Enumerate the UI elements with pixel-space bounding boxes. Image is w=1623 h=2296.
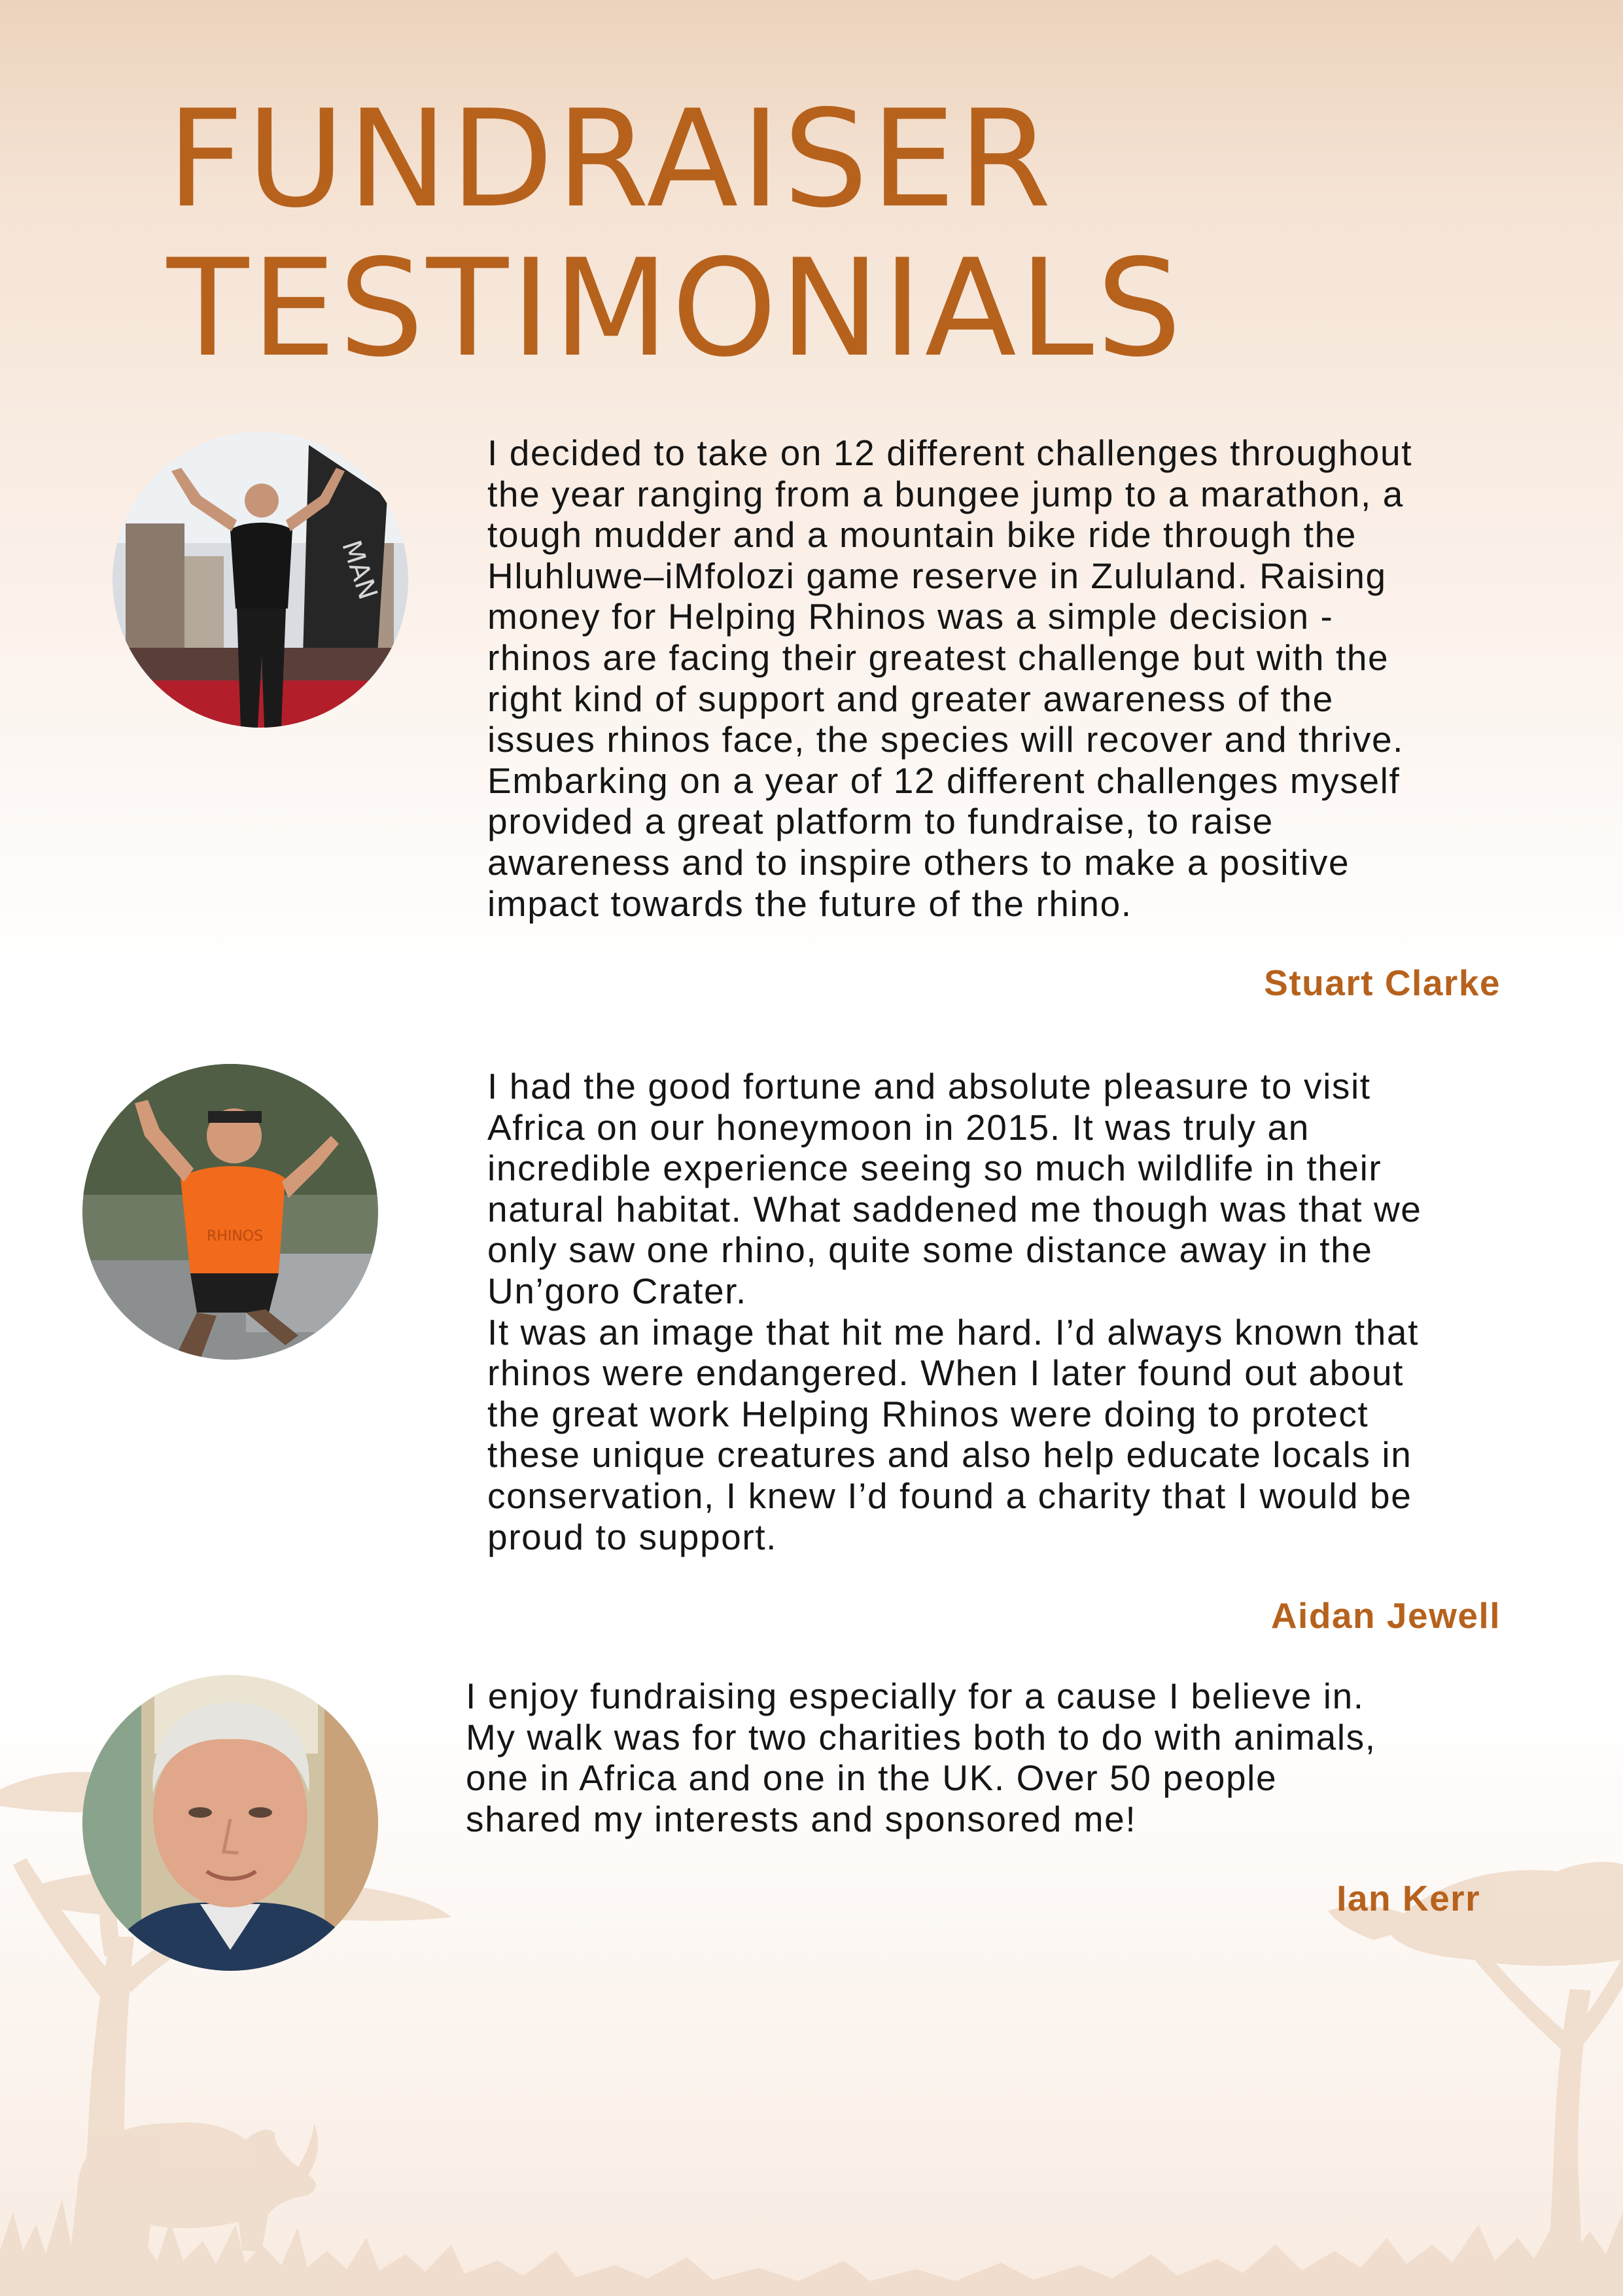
page-title [167,82,1185,387]
page-title-line-2: TESTIMONIALS [167,231,1185,387]
testimonial-author-aidan-jewell: Aidan Jewell [1270,1595,1501,1636]
testimonial-quote-aidan-jewell: I had the good fortune and absolute pleasure to visit Africa on our honeymoon in 2015. It was truly an incredible experience seeing so much wildlife in their natural habitat. What saddened me though was that we only saw one rhino, quite some distance away in the Un’goro Crater. It was an image that hit me hard. I’d always known that rhinos were endangered. When I later found out about the great work Helping Rhinos were doing to protect these unique creatures and also help educate locals in conservation, I knew I’d found a charity that I would be proud to support. [487,1066,1422,1557]
mud-runner-photo-icon [82,1064,378,1360]
svg-text:MAN: MAN [336,537,383,603]
testimonial-author-stuart-clarke: Stuart Clarke [1264,963,1501,1003]
testimonial-author-ian-kerr: Ian Kerr [1336,1878,1480,1918]
testimonial-quote-ian-kerr: I enjoy fundraising especially for a cause I believe in. My walk was for two charities both to do with animals, one in Africa and one in the UK. Over 50 people shared my interests and sponsored me! [466,1676,1376,1839]
page-title-line-1: FUNDRAISER [167,82,1055,238]
elderly-man-portrait-photo-icon [82,1675,378,1971]
testimonial-quote-stuart-clarke: I decided to take on 12 different challenges throughout the year ranging from a bungee jump to a marathon, a tough mudder and a mountain bike ride through the Hluhluwe–iMfolozi game reserve in Zululand. Raising money for Helping Rhinos was a simple decision - rhinos are facing their greatest challenge but with the right kind of support and greater awareness of the issues rhinos face, the species will recover and thrive. Embarking on a year of 12 different challenges myself provided a great platform to fundraise, to raise awareness and to inspire others to make a positive impact towards the future of the rhino. [487,433,1413,924]
svg-text:RHINOS: RHINOS [207,1228,264,1245]
runner-finish-line-photo-icon [113,432,408,728]
